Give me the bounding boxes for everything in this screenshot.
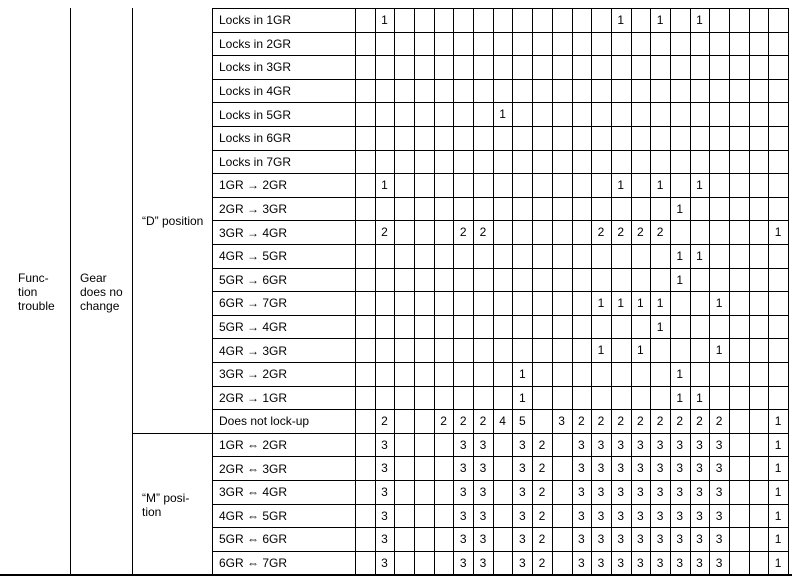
- table-cell: 3: [656, 461, 664, 476]
- col-separator: [788, 8, 789, 574]
- table-cell: 3: [597, 437, 605, 452]
- table-cell: 3: [637, 485, 644, 499]
- table-cell: 3: [676, 485, 684, 499]
- col-separator: [70, 8, 71, 574]
- row-label: Does not lock-up: [219, 414, 310, 429]
- row-label: 5GR → 4GR: [219, 320, 288, 335]
- table-cell: 3: [696, 532, 703, 547]
- table-cell: 2: [617, 414, 625, 429]
- table-cell: 3: [696, 437, 703, 452]
- table-cell: 3: [479, 508, 487, 523]
- row-label: 2GR ⇔ 3GR: [219, 461, 288, 476]
- table-cell: 3: [479, 437, 487, 452]
- row-label: 5GR ⇔ 6GR: [219, 532, 288, 547]
- table-cell: 3: [676, 461, 684, 476]
- table-cell: 3: [676, 508, 684, 523]
- table-cell: 2: [440, 414, 447, 429]
- table-cell: 3: [597, 508, 605, 523]
- table-cell: 3: [715, 508, 723, 523]
- table-cell: 3: [637, 532, 644, 547]
- table-cell: 3: [459, 485, 467, 499]
- table-cell: 2: [538, 532, 546, 547]
- table-cell: 3: [518, 437, 526, 452]
- table-cell: 1: [774, 437, 782, 452]
- row-label: Locks in 5GR: [219, 107, 292, 122]
- table-cell: 3: [617, 461, 625, 476]
- d-position-label: “D” position: [142, 213, 204, 228]
- row-label: 4GR → 3GR: [219, 343, 288, 358]
- table-cell: 3: [656, 532, 664, 547]
- table-cell: 3: [656, 555, 664, 570]
- m-position-label: “M” posi- tion: [142, 490, 190, 519]
- table-cell: 3: [656, 508, 664, 523]
- col-separator: [493, 8, 494, 574]
- table-cell: 3: [597, 555, 605, 570]
- table-cell: 1: [715, 296, 723, 311]
- row-label: Locks in 4GR: [219, 84, 292, 99]
- table-cell: 3: [518, 555, 526, 570]
- row-label: Locks in 1GR: [219, 13, 292, 28]
- table-cell: 3: [381, 508, 388, 523]
- table-cell: 3: [558, 414, 565, 429]
- table-cell: 1: [676, 390, 684, 405]
- table-cell: 3: [637, 437, 644, 452]
- table-cell: 3: [715, 485, 723, 499]
- table-cell: 3: [459, 555, 467, 570]
- table-cell: 1: [518, 390, 526, 405]
- table-cell: 2: [577, 414, 585, 429]
- table-cell: 1: [774, 508, 782, 523]
- table-cell: 3: [696, 555, 703, 570]
- table-cell: 3: [715, 437, 723, 452]
- table-cell: 2: [597, 414, 605, 429]
- table-cell: 2: [617, 225, 625, 240]
- table-cell: 1: [774, 532, 782, 547]
- table-cell: 1: [656, 178, 664, 193]
- row-label: 4GR ⇔ 5GR: [219, 508, 288, 523]
- row-label: Locks in 7GR: [219, 154, 292, 169]
- table-cell: 3: [479, 532, 487, 547]
- col-separator: [132, 8, 133, 574]
- table-cell: 3: [676, 437, 684, 452]
- table-cell: 1: [381, 178, 388, 193]
- table-cell: 1: [696, 13, 703, 27]
- table-cell: 2: [676, 414, 684, 429]
- table-cell: 3: [656, 437, 664, 452]
- row-label: 6GR ⇔ 7GR: [219, 556, 288, 571]
- table-cell: 2: [656, 225, 664, 240]
- row-label: 5GR → 6GR: [219, 272, 288, 287]
- table-cell: 3: [479, 485, 487, 499]
- table-cell: 1: [637, 296, 644, 311]
- table-cell: 3: [676, 555, 684, 570]
- table-cell: 3: [637, 461, 644, 476]
- table-cell: 3: [617, 437, 625, 452]
- table-cell: 1: [696, 390, 703, 405]
- table-cell: 2: [479, 414, 487, 429]
- table-cell: 4: [499, 414, 506, 429]
- table-cell: 3: [597, 461, 605, 476]
- table-cell: 3: [617, 485, 625, 499]
- table-cell: 2: [479, 225, 487, 240]
- table-cell: 3: [656, 485, 664, 499]
- row-label: Locks in 3GR: [219, 60, 292, 75]
- row-label: 4GR → 5GR: [219, 249, 288, 264]
- table-cell: 2: [381, 414, 388, 429]
- table-bottom-border: [0, 574, 792, 576]
- table-cell: 3: [479, 461, 487, 476]
- table-cell: 3: [696, 485, 703, 499]
- table-cell: 3: [381, 532, 388, 547]
- table-cell: 2: [538, 508, 546, 523]
- table-cell: 1: [774, 555, 782, 570]
- table-cell: 3: [676, 532, 684, 547]
- table-cell: 3: [617, 532, 625, 547]
- table-cell: 2: [715, 414, 723, 429]
- table-cell: 1: [676, 272, 684, 287]
- table-cell: 3: [715, 461, 723, 476]
- table-cell: 3: [577, 437, 585, 452]
- table-cell: 3: [518, 508, 526, 523]
- table-cell: 2: [538, 437, 546, 452]
- table-cell: 1: [617, 13, 625, 27]
- table-cell: 1: [597, 296, 605, 311]
- table-cell: 1: [656, 13, 664, 27]
- table-cell: 1: [774, 225, 782, 240]
- table-cell: 2: [597, 225, 605, 240]
- row-label: 2GR → 3GR: [219, 202, 288, 217]
- table-cell: 2: [459, 225, 467, 240]
- table-cell: 3: [518, 461, 526, 476]
- table-cell: 1: [696, 249, 703, 263]
- table-cell: 1: [774, 461, 782, 476]
- table-cell: 3: [381, 437, 388, 452]
- table-cell: 3: [715, 532, 723, 547]
- col-separator: [749, 8, 750, 574]
- table-cell: 3: [459, 461, 467, 476]
- row-label: 3GR → 4GR: [219, 225, 288, 240]
- row-label: 2GR → 1GR: [219, 390, 288, 405]
- table-cell: 3: [459, 532, 467, 547]
- table-cell: 5: [518, 414, 526, 429]
- table-cell: 3: [617, 555, 625, 570]
- table-cell: 2: [381, 225, 388, 240]
- table-cell: 1: [774, 414, 782, 429]
- table-cell: 1: [518, 367, 526, 381]
- table-cell: 1: [656, 319, 664, 334]
- row-label: 3GR ⇔ 4GR: [219, 485, 288, 500]
- row-label: Locks in 2GR: [219, 36, 292, 51]
- table-cell: 1: [676, 249, 684, 263]
- table-cell: 1: [499, 107, 506, 122]
- table-cell: 3: [381, 485, 388, 499]
- col-separator: [355, 8, 356, 574]
- table-cell: 2: [538, 485, 546, 499]
- table-cell: 3: [518, 485, 526, 499]
- row-label: 6GR → 7GR: [219, 296, 288, 311]
- table-cell: 1: [617, 178, 625, 193]
- category-cell: Func- tion trouble: [18, 271, 55, 313]
- table-cell: 3: [637, 555, 644, 570]
- subcategory-cell: Gear does no change: [80, 271, 123, 313]
- table-cell: 3: [577, 532, 585, 547]
- table-cell: 3: [459, 508, 467, 523]
- table-cell: 1: [381, 13, 388, 27]
- table-cell: 3: [518, 532, 526, 547]
- row-label: 1GR ⇔ 2GR: [219, 438, 288, 453]
- col-separator: [729, 8, 730, 574]
- table-cell: 2: [656, 414, 664, 429]
- table-cell: 2: [696, 414, 703, 429]
- table-cell: 3: [617, 508, 625, 523]
- table-cell: 3: [381, 461, 388, 476]
- table-cell: 3: [637, 508, 644, 523]
- row-label: 1GR → 2GR: [219, 178, 288, 193]
- table-cell: 3: [597, 485, 605, 499]
- table-cell: 3: [577, 461, 585, 476]
- table-cell: 1: [676, 201, 684, 216]
- table-cell: 1: [637, 343, 644, 358]
- row-label: Locks in 6GR: [219, 131, 292, 146]
- table-cell: 2: [637, 225, 644, 240]
- table-cell: 2: [459, 414, 467, 429]
- table-cell: 2: [538, 555, 546, 570]
- table-cell: 1: [696, 178, 703, 193]
- table-cell: 3: [381, 555, 388, 570]
- table-cell: 3: [715, 555, 723, 570]
- table-cell: 1: [715, 343, 723, 358]
- table-cell: 3: [696, 508, 703, 523]
- col-separator: [414, 8, 415, 574]
- table-cell: 2: [637, 414, 644, 429]
- table-cell: 2: [538, 461, 546, 476]
- col-separator: [434, 8, 435, 574]
- table-cell: 1: [617, 296, 625, 311]
- table-cell: 3: [577, 485, 585, 499]
- table-cell: 3: [577, 508, 585, 523]
- table-cell: 3: [696, 461, 703, 476]
- table-cell: 1: [656, 296, 664, 311]
- table-cell: 1: [774, 485, 782, 499]
- table-cell: 3: [597, 532, 605, 547]
- table-cell: 1: [676, 367, 684, 381]
- table-cell: 3: [577, 555, 585, 570]
- row-label: 3GR → 2GR: [219, 367, 288, 382]
- table-cell: 3: [479, 555, 487, 570]
- table-cell: 1: [597, 343, 605, 358]
- col-separator: [552, 8, 553, 574]
- table-cell: 3: [459, 437, 467, 452]
